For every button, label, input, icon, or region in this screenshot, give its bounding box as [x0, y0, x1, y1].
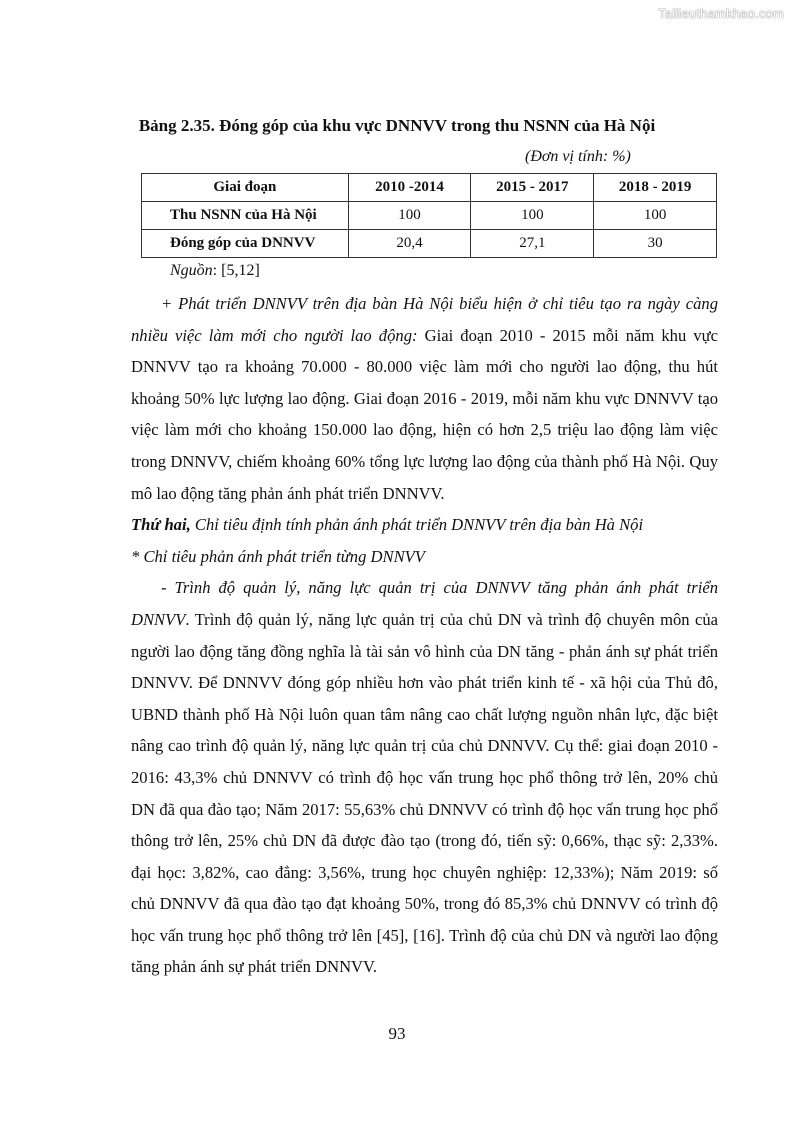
table-header-row — [142, 174, 717, 202]
source-value: : [5,12] — [212, 262, 260, 279]
section-heading — [131, 509, 718, 541]
header-2010-2014: 2010 -2014 — [348, 174, 471, 202]
paragraph-employment — [131, 288, 718, 509]
paragraph-text: . Trình độ quản lý, năng lực quản trị của chủ DN và trình độ chuyên môn của người lao động tăng đồng nghĩa là tài sản vô hình của DN tăng - phản ánh sự phát triển DNNVV. Để DNNVV đóng góp nhiều hơn vào phát triển kinh tế - xã hội của Thủ đô, UBND thành phố Hà Nội luôn quan tâm nâng cao chất lượng nguồn nhân lực, đặc biệt nâng cao trình độ quản lý, năng lực quản trị của chủ DNNVV. Cụ thể: giai đoạn 2010 - 2016: 43,3% chủ DNNVV có trình độ học vấn trung học phổ thông trở lên, 20% chủ DN đã qua đào tạo; Năm 2017: 55,63% chủ DNNVV có trình độ học vấn trung học phổ thông trở lên, 25% chủ DN đã được đào tạo (trong đó, tiến sỹ: 0,66%, thạc sỹ: 2,33%. đại học: 3,82%, cao đẳng: 3,56%, trung học chuyên nghiệp: 12,33%); Năm 2019: số chủ DNNVV đã qua đào tạo đạt khoảng 50%, trong đó 85,3% chủ DNNVV có trình độ học vấn trung học phổ thông trở lên [45], [16]. Trình độ của chủ DN và người lao động tăng phản ánh sự phát triển DNNVV. — [131, 609, 718, 977]
table-title: Bảng 2.35. Đóng góp của khu vực DNNVV trong thu NSNN của Hà Nội — [138, 116, 656, 135]
contribution-table — [141, 173, 717, 258]
table-cell: 27,1 — [471, 230, 594, 258]
paragraph-lead: + Phát triển DNNVV trên địa bàn Hà Nội biểu hiện ở chỉ tiêu tạo ra ngày càng nhiều việc làm mới cho người lao động: — [131, 294, 718, 345]
table-source — [170, 262, 260, 280]
table-cell: 100 — [471, 202, 594, 230]
table-row — [142, 230, 717, 258]
page-number: 93 — [388, 1024, 406, 1043]
table-cell: 100 — [594, 202, 717, 230]
paragraph-lead: - Trình độ quản lý, năng lực quản trị của DNNVV tăng phản ánh phát triển DNNVV — [131, 578, 718, 629]
paragraph-management — [131, 572, 718, 983]
row-label: Thu NSNN của Hà Nội — [142, 202, 349, 230]
heading-italic: Chỉ tiêu định tính phản ánh phát triển DNNVV trên địa bàn Hà Nội — [190, 515, 644, 535]
table-unit: (Đơn vị tính: %) — [525, 148, 631, 165]
row-label: Đóng góp của DNNVV — [142, 230, 349, 258]
table-cell: 20,4 — [348, 230, 471, 258]
heading-bold: Thứ hai, — [131, 515, 191, 535]
source-label: Nguồn — [170, 262, 213, 279]
sub-heading: * Chỉ tiêu phản ánh phát triển từng DNNVV — [131, 546, 425, 566]
table-row — [142, 202, 717, 230]
header-2018-2019: 2018 - 2019 — [594, 174, 717, 202]
header-period: Giai đoạn — [142, 174, 349, 202]
table-cell: 100 — [348, 202, 471, 230]
paragraph-text: Giai đoạn 2010 - 2015 mỗi năm khu vực DNNVV tạo ra khoảng 70.000 - 80.000 việc làm mới cho người lao động, thu hút khoảng 50% lực lượng lao động. Giai đoạn 2016 - 2019, mỗi năm khu vực DNNVV tạo việc làm mới cho khoảng 150.000 lao động, hiện có hơn 2,5 triệu lao động làm việc trong DNNVV, chiếm khoảng 60% tổng lực lượng lao động của thành phố Hà Nội. Quy mô lao động tăng phản ánh phát triển DNNVV. — [131, 325, 718, 503]
table-cell: 30 — [594, 230, 717, 258]
body-text — [131, 288, 718, 983]
header-2015-2017: 2015 - 2017 — [471, 174, 594, 202]
watermark: Tailieuthamkhao.com — [658, 6, 784, 21]
